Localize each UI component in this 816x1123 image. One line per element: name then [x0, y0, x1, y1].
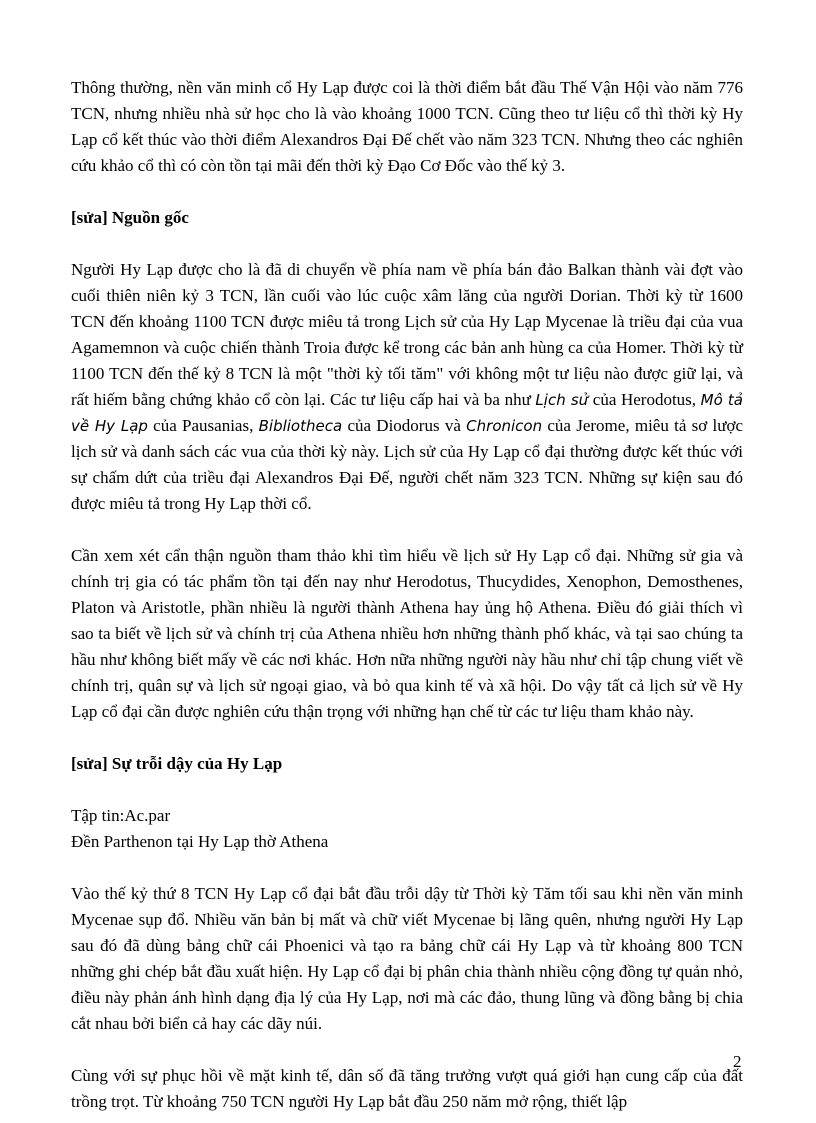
- paragraph-expansion: Cùng với sự phục hồi về mặt kinh tế, dân số đã tăng trưởng vượt quá giới hạn cung cấp của đất trồng trọt. Từ khoảng 750 TCN người Hy Lạp bắt đầu 250 năm mở rộng, thiết lập: [71, 1066, 743, 1111]
- document-page: [71, 75, 743, 1115]
- paragraph-origins: [71, 257, 743, 517]
- paragraph-rise: Vào thế kỷ thứ 8 TCN Hy Lạp cổ đại bắt đầu trỗi dậy từ Thời kỳ Tăm tối sau khi nền văn minh Mycenae sụp đổ. Nhiều văn bản bị mất và chữ viết Mycenae bị lãng quên, nhưng người Hy Lạp sau đó đã dùng bảng chữ cái Phoenici và tạo ra bảng chữ cái Hy Lạp và từ khoảng 800 TCN những ghi chép bắt đầu xuất hiện. Hy Lạp cổ đại bị phân chia thành nhiều cộng đồng tự quản nhỏ, điều này phản ánh hình dạng địa lý của Hy Lạp, nơi mà các đảo, thung lũng và đồng bằng bị chia cắt nhau bởi biển cả hay các dãy núi.: [71, 884, 743, 1033]
- italic-title-mo-ta: Mô tả về Hy Lạp: [71, 391, 743, 435]
- italic-title-bibliotheca: Bibliotheca: [258, 417, 343, 435]
- text-segment: của Jerome, miêu tả sơ lược lịch sử và danh sách các vua của thời kỳ này. Lịch sử của Hy Lạp cổ đại thường được kết thúc với sự chấm dứt của triều đại Alexandros Đại Đế, người chết năm 323 TCN. Những sự kiện sau đó được miêu tả trong Hy Lạp thời cổ.: [71, 416, 743, 513]
- text-segment: của Pausanias,: [147, 416, 259, 435]
- italic-title-lich-su: Lịch sử: [535, 391, 589, 409]
- text-segment: của Herodotus,: [588, 390, 701, 409]
- section-heading-origins: [sửa] Nguồn gốc: [71, 208, 189, 227]
- file-reference: Tập tin:Ac.par: [71, 806, 171, 825]
- paragraph-intro: Thông thường, nền văn minh cổ Hy Lạp được coi là thời điểm bắt đầu Thế Vận Hội vào năm 776 TCN, nhưng nhiều nhà sử học cho là vào khoảng 1000 TCN. Cũng theo tư liệu cổ thì thời kỳ Hy Lạp cổ kết thúc vào thời điểm Alexandros Đại Đế chết vào năm 323 TCN. Nhưng theo các nghiên cứu khảo cổ thì có còn tồn tại mãi đến thời kỳ Đạo Cơ Đốc vào thế kỷ 3.: [71, 78, 743, 175]
- text-segment: của Diodorus và: [342, 416, 467, 435]
- page-number: 2: [733, 1052, 742, 1071]
- section-heading-rise: [sửa] Sự trỗi dậy của Hy Lạp: [71, 754, 283, 773]
- italic-title-chronicon: Chronicon: [466, 417, 543, 435]
- image-caption: Đền Parthenon tại Hy Lạp thờ Athena: [71, 832, 329, 851]
- text-segment: Người Hy Lạp được cho là đã di chuyển về phía nam về phía bán đảo Balkan thành vài đợt vào cuối thiên niên kỷ 3 TCN, lần cuối vào lúc cuộc xâm lăng của người Dorian. Thời kỳ từ 1600 TCN đến khoảng 1100 TCN được miêu tả trong Lịch sử của Hy Lạp Mycenae là triều đại của vua Agamemnon và cuộc chiến thành Troia được kể trong các bản anh hùng ca của Homer. Thời kỳ từ 1100 TCN đến thế kỷ 8 TCN là một "thời kỳ tối tăm" với không một tư liệu nào được giữ lại, và rất hiếm bằng chứng khảo cổ còn lại. Các tư liệu cấp hai và ba như: [71, 260, 743, 409]
- paragraph-sources: Cần xem xét cẩn thận nguồn tham thảo khi tìm hiểu về lịch sử Hy Lạp cổ đại. Những sử gia và chính trị gia có tác phẩm tồn tại đến nay như Herodotus, Thucydides, Xenophon, Demosthenes, Platon và Aristotle, phần nhiều là người thành Athena hay ủng hộ Athena. Điều đó giải thích vì sao ta biết về lịch sử và chính trị của Athena nhiều hơn những thành phố khác, và tại sao chúng ta hầu như không biết mấy về các nơi khác. Hơn nữa những người này hầu như chỉ tập chung viết về chính trị, quân sự và lịch sử ngoại giao, và bỏ qua kinh tế và xã hội. Do vậy tất cả lịch sử về Hy Lạp cổ đại cần được nghiên cứu thận trọng với những hạn chế từ các tư liệu tham khảo này.: [71, 546, 743, 721]
